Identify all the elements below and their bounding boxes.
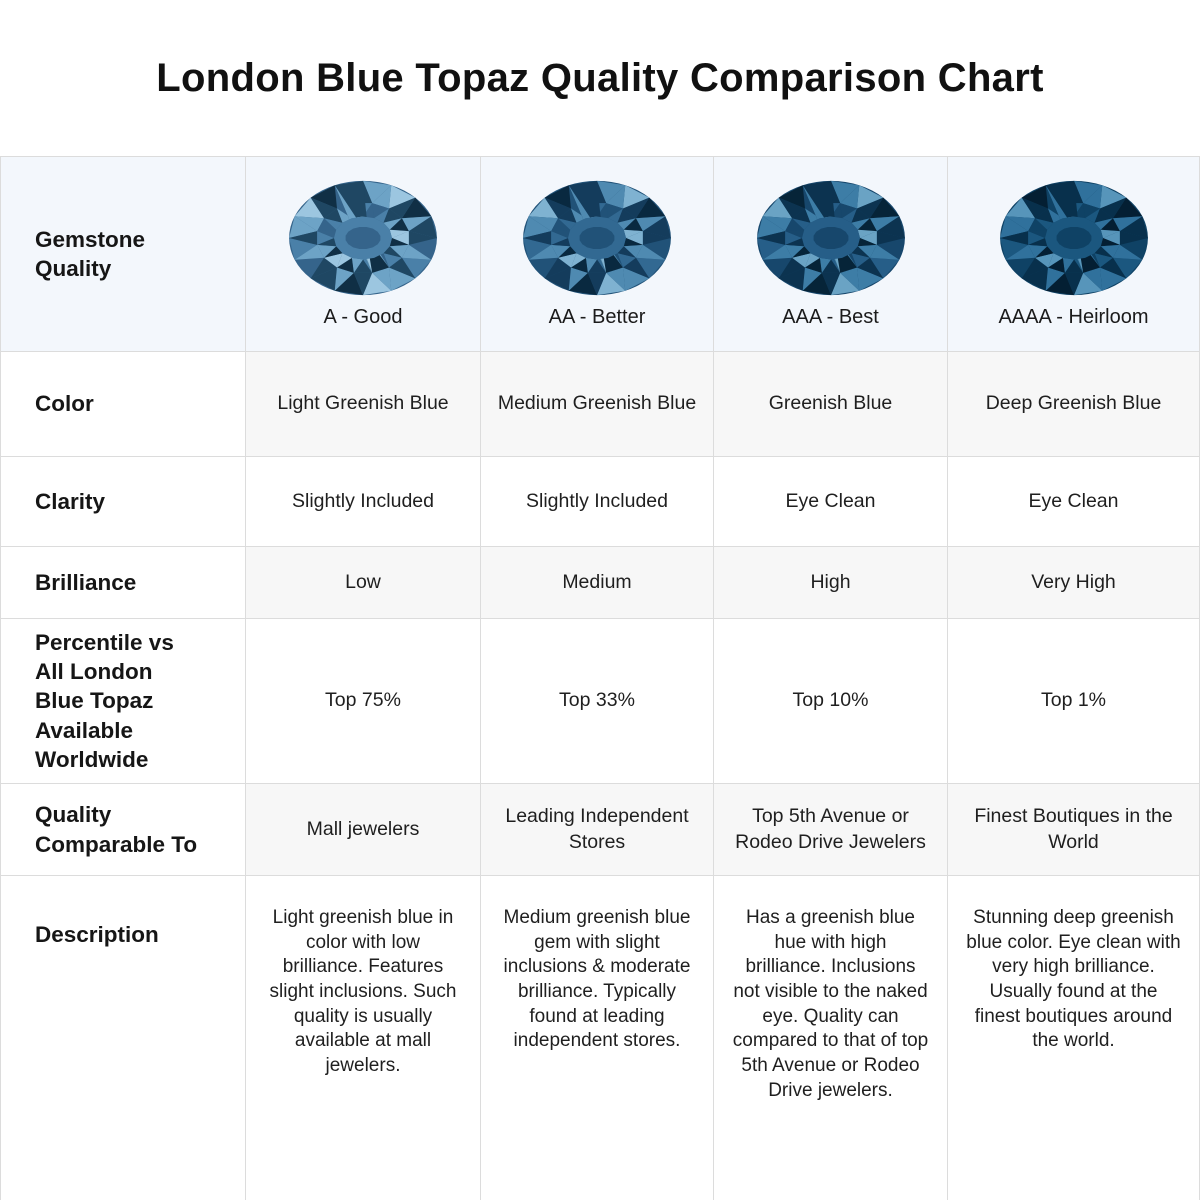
quality-label-aaa-best: AAA - Best xyxy=(782,305,879,328)
corner-label: Gemstone Quality xyxy=(35,226,146,281)
cell-description-aa: Medium greenish blue gem with slight inclusions & moderate brilliance. Typically found at leading independent stores. xyxy=(481,876,713,1200)
cell-comparable-a: Mall jewelers xyxy=(246,784,480,875)
gem-image-aaa-best xyxy=(756,180,906,296)
row-label-clarity: Clarity xyxy=(1,457,245,546)
cell-description-aaaa: Stunning deep greenish blue color. Eye clean with very high brilliance. Usually found at the finest boutiques around the world. xyxy=(948,876,1199,1200)
cell-comparable-aa: Leading Independent Stores xyxy=(481,784,713,875)
header-corner-cell xyxy=(1,157,245,351)
row-label-quality-comparable: Quality Comparable To xyxy=(1,784,245,875)
comparison-table xyxy=(0,156,1200,1200)
cell-comparable-aaaa: Finest Boutiques in the World xyxy=(948,784,1199,875)
cell-color-aaa: Greenish Blue xyxy=(714,352,947,456)
cell-clarity-a: Slightly Included xyxy=(246,457,480,546)
cell-clarity-aaaa: Eye Clean xyxy=(948,457,1199,546)
cell-clarity-aa: Slightly Included xyxy=(481,457,713,546)
cell-percentile-aaa: Top 10% xyxy=(714,619,947,783)
cell-brilliance-a: Low xyxy=(246,547,480,618)
cell-percentile-aaaa: Top 1% xyxy=(948,619,1199,783)
cell-comparable-aaa: Top 5th Avenue or Rodeo Drive Jewelers xyxy=(714,784,947,875)
cell-color-a: Light Greenish Blue xyxy=(246,352,480,456)
cell-brilliance-aaa: High xyxy=(714,547,947,618)
gem-image-aa-better xyxy=(522,180,672,296)
row-label-percentile: Percentile vs All London Blue Topaz Available Worldwide xyxy=(1,619,245,783)
cell-description-a: Light greenish blue in color with low brilliance. Features slight inclusions. Such quality is usually available at mall jewelers. xyxy=(246,876,480,1200)
row-label-brilliance: Brilliance xyxy=(1,547,245,618)
header-cell-aaa-best xyxy=(714,157,947,351)
cell-color-aa: Medium Greenish Blue xyxy=(481,352,713,456)
gem-image-aaaa-heirloom xyxy=(999,180,1149,296)
header-cell-aa-better xyxy=(481,157,713,351)
cell-percentile-a: Top 75% xyxy=(246,619,480,783)
quality-label-aaaa-heirloom: AAAA - Heirloom xyxy=(998,305,1149,328)
cell-percentile-aa: Top 33% xyxy=(481,619,713,783)
row-label-color: Color xyxy=(1,352,245,456)
cell-brilliance-aa: Medium xyxy=(481,547,713,618)
quality-label-a-good: A - Good xyxy=(323,305,403,328)
cell-brilliance-aaaa: Very High xyxy=(948,547,1199,618)
header-cell-a-good xyxy=(246,157,480,351)
gem-image-a-good xyxy=(288,180,438,296)
quality-label-aa-better: AA - Better xyxy=(548,305,646,328)
cell-clarity-aaa: Eye Clean xyxy=(714,457,947,546)
row-label-description: Description xyxy=(1,876,245,1200)
cell-color-aaaa: Deep Greenish Blue xyxy=(948,352,1199,456)
header-cell-aaaa-heirloom xyxy=(948,157,1199,351)
page-title: London Blue Topaz Quality Comparison Chart xyxy=(156,56,1044,100)
cell-description-aaa: Has a greenish blue hue with high brilliance. Inclusions not visible to the naked eye. Quality can compared to that of top 5th Avenue or Rodeo Drive jewelers. xyxy=(714,876,947,1200)
